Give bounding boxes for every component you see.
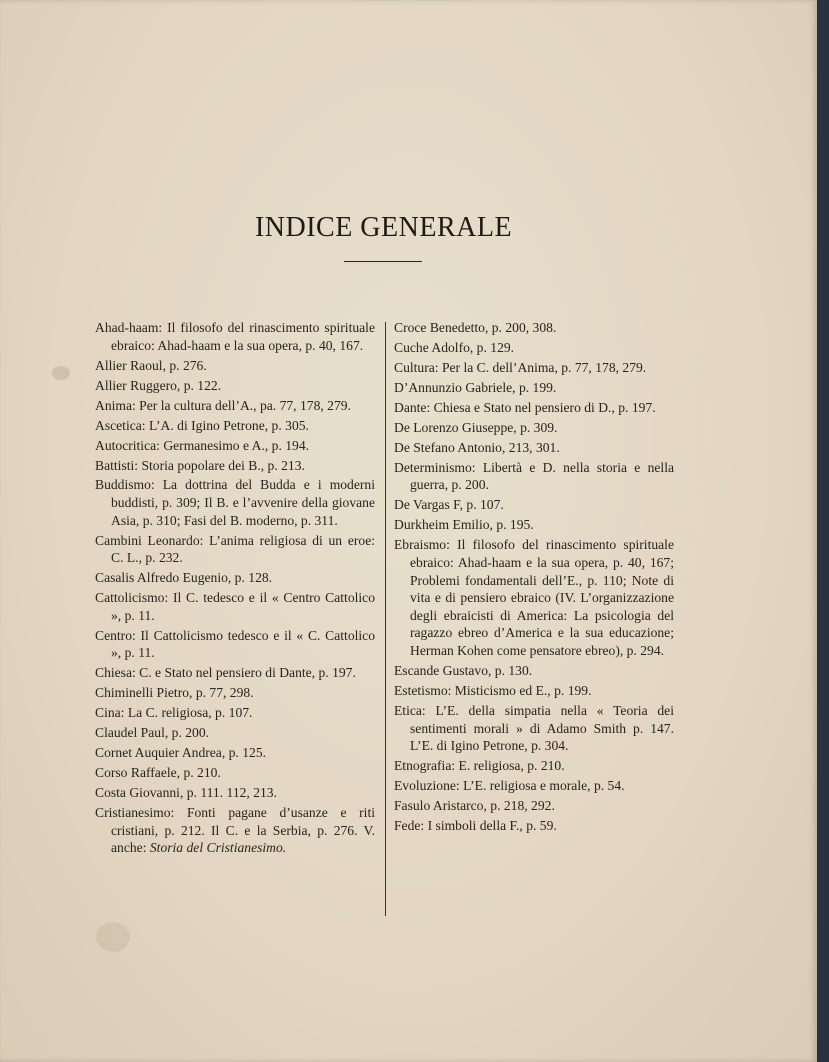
column-divider — [385, 322, 386, 916]
index-entry: Ahad-haam: Il filosofo del rinascimento spirituale ebraico: Ahad-haam e la sua opera, p. 40, 167. — [95, 320, 375, 353]
index-entry: Croce Benedetto, p. 200, 308. — [394, 320, 557, 335]
index-entry: Anima: Per la cultura dell’A., pa. 77, 178, 279. — [95, 397, 351, 413]
title-underline — [344, 261, 422, 262]
paper-stain — [96, 922, 130, 952]
index-entry: Chiesa: C. e Stato nel pensiero di Dante, p. 197. — [95, 665, 356, 681]
index-entry — [95, 804, 375, 857]
index-entry: Fasulo Aristarco, p. 218, 292. — [394, 798, 555, 814]
index-entry: Buddismo: La dottrina del Budda e i moderni buddisti, p. 309; Il B. e l’avvenire della giovane Asia, p. 310; Fasi del B. moderno, p. 311. — [95, 477, 375, 528]
index-entry: Fede: I simboli della F., p. 59. — [394, 818, 557, 834]
index-entry: Casalis Alfredo Eugenio, p. 128. — [95, 570, 273, 586]
index-entry: Evoluzione: L’E. religiosa e morale, p. 54. — [394, 778, 625, 794]
index-entry: Centro: Il Cattolicismo tedesco e il « C. Cattolico », p. 11. — [95, 627, 375, 661]
index-entry: De Lorenzo Giuseppe, p. 309. — [394, 419, 558, 435]
paper-stain — [52, 366, 70, 380]
index-column-right — [394, 319, 674, 837]
index-entry: Ascetica: L’A. di Igino Petrone, p. 305. — [95, 417, 309, 433]
index-entry: D’Annunzio Gabriele, p. 199. — [394, 379, 557, 395]
index-entry: Autocritica: Germanesimo e A., p. 194. — [95, 437, 310, 453]
entry-italic-title: Storia del Cristianesimo. — [149, 840, 287, 856]
index-entry: Escande Gustavo, p. 130. — [394, 662, 533, 678]
index-entry: Determinismo: Libertà e D. nella storia e nella guerra, p. 200. — [394, 459, 674, 493]
index-entry: Cuche Adolfo, p. 129. — [394, 339, 515, 355]
index-entry: Claudel Paul, p. 200. — [95, 725, 210, 741]
index-entry: De Stefano Antonio, 213, 301. — [394, 439, 560, 455]
index-entry: Costa Giovanni, p. 111. 112, 213. — [95, 785, 277, 801]
index-entry: Chiminelli Pietro, p. 77, 298. — [95, 685, 254, 701]
index-entry: De Vargas F, p. 107. — [394, 497, 504, 513]
index-entry: Dante: Chiesa e Stato nel pensiero di D., p. 197. — [394, 399, 656, 415]
index-entry: Cambini Leonardo: L’anima religiosa di un eroe: C. L., p. 232. — [95, 532, 375, 566]
index-entry: Allier Ruggero, p. 122. — [95, 377, 222, 393]
index-entry: Cornet Auquier Andrea, p. 125. — [95, 745, 267, 761]
index-entry: Etnografia: E. religiosa, p. 210. — [394, 758, 565, 774]
entry-text: Cristianesimo: Fonti pagane d’usanze e riti cristiani, p. 212. Il C. e la Serbia, p. 276. V. anche: — [95, 805, 375, 856]
index-entry: Etica: L’E. della simpatia nella « Teoria dei sentimenti morali » di Adamo Smith p. 147. L’E. di Igino Petrone, p. 304. — [394, 702, 674, 754]
index-entry: Allier Raoul, p. 276. — [95, 357, 207, 373]
index-column-left — [95, 319, 375, 859]
index-entry: Durkheim Emilio, p. 195. — [394, 517, 534, 533]
index-entry: Battisti: Storia popolare dei B., p. 213. — [95, 457, 305, 473]
index-entry: Cina: La C. religiosa, p. 107. — [95, 705, 253, 721]
index-entry: Corso Raffaele, p. 210. — [95, 765, 221, 781]
index-entry: Estetismo: Misticismo ed E., p. 199. — [394, 682, 592, 698]
page-title: INDICE GENERALE — [254, 212, 513, 243]
index-entry: Cattolicismo: Il C. tedesco e il « Centro Cattolico », p. 11. — [95, 590, 375, 623]
index-entry: Ebraismo: Il filosofo del rinascimento spirituale ebraico: Ahad-haam e la sua opera, p. 40, 167; Problemi fondamentali dell’E., p. 110; Note di vita e di pensiero ebraico (IV. L’organizzazione degli ebraicisti di America: La psicologia del ragazzo ebreo d’America e la sua educazione; Herman Kohen come pensatore ebreo), p. 294. — [394, 537, 674, 658]
index-entry: Cultura: Per la C. dell’Anima, p. 77, 178, 279. — [394, 359, 647, 375]
